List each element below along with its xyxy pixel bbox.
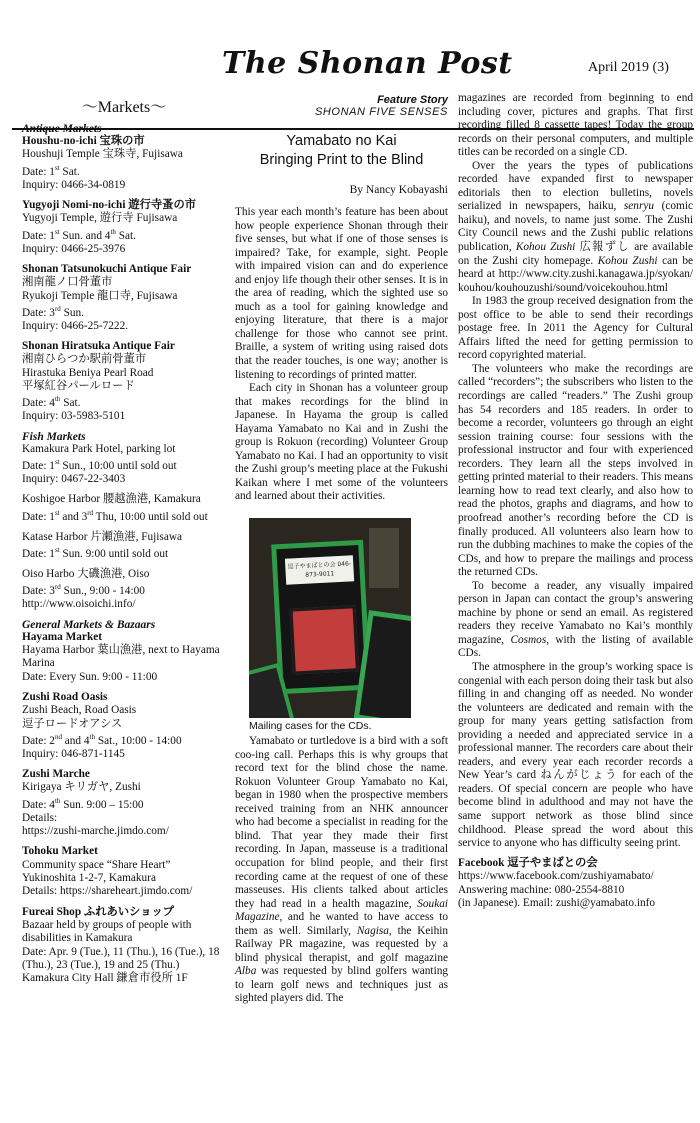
title-line-1: Yamabato no Kai (286, 133, 397, 149)
market-detail: Date: 3rd Sun., 9:00 - 14:00 (22, 583, 145, 598)
market-detail: Date: 1st Sun. and 4th Sat. (22, 227, 136, 242)
market-detail: Ryukoji Temple 龍口寺, Fujisawa (22, 289, 178, 302)
market-detail: Date: Every Sun. 9:00 - 11:00 (22, 670, 158, 683)
general-market-entry (22, 845, 232, 898)
market-detail: Yugyoji Temple, 遊行寺 Fujisawa (22, 212, 178, 225)
paragraph: Over the years the types of publications recorded have expanded first to newspaper editorials then to election bulletins, novels serialized in newspapers, haiku, senryu (comic haiku), and novels, to name just some. The Zushi City Council news and the Zushi public relations publication, Kohou Zushi 広報ずし are available on the Zushi city homepage. Kohou Zushi can be heard at http://www.city.zushi.kanagawa.jp/syokan/kouhou/kouhouzushi/sound/voicekouhou.html (458, 159, 693, 294)
antique-list (22, 135, 232, 424)
contact-block (458, 857, 693, 911)
market-name: Houshu-no-ichi 宝珠の市 (22, 135, 145, 147)
fish-market-entry (22, 531, 232, 561)
paragraph: In 1983 the group received designation from the post office to be able to send their recordings postage free. In 2011 the Agency for Cultural Affairs lifted the need for getting permission to record copyrighted material. (458, 295, 693, 362)
contact-heading: Facebook 逗子やまばとの会 (458, 856, 598, 869)
photo-background (369, 528, 399, 588)
market-name: Zushi Road Oasis (22, 690, 108, 703)
market-detail: Inquiry: 0466-25-3976 (22, 242, 126, 255)
voice-kouhou-link[interactable]: http://www.city.zushi.kanagawa.jp/syokan/kouhou/kouhouzushi/sound/voicekouhou.html (458, 268, 693, 294)
feature-series: SHONAN FIVE SENSES (314, 106, 448, 118)
category-general: General Markets & Bazaars (22, 618, 156, 631)
market-detail: Kirigaya キリガヤ, Zushi (22, 781, 141, 794)
market-detail: Hirastuka Beniya Pearl Road (22, 366, 154, 379)
market-detail: 湘南ひらつか駅前骨董市 (22, 353, 147, 366)
feature-label: Feature Story (377, 94, 448, 106)
market-detail: Date: 1st Sun., 10:00 until sold out (22, 458, 177, 472)
market-link[interactable]: http://www.oisoichi.info/ (22, 598, 136, 611)
paragraph: The atmosphere in the group’s working space is congenial with each person doing their task but also filling in and changing off as needed. No wonder the volunteers are dedicated and remain with the group for many years getting satisfaction from providing a needed and appreciated service in a professional manner. The recorders care about their readers, and every year each recorder records a New Year’s card ねんがじょう for each of the readers. Of special concern are people who have become blind in adulthood and may not have the same support network as those blind since childhood. Please spread the word about this service to anyone who has difficulty seeing print. (458, 660, 693, 850)
article-title (235, 132, 448, 170)
market-name: Yugyoji Nomi-no-ichi 遊行寺蚤の市 (22, 198, 197, 211)
market-detail: Zushi Beach, Road Oasis (22, 704, 137, 717)
market-detail: Date: 3rd Sun. (22, 304, 85, 319)
general-market-entry (22, 768, 232, 838)
market-detail: Date: 1st Sat. (22, 163, 80, 178)
fish-market-entry (22, 493, 232, 523)
market-detail: Date: 1st and 3rd Thu, 10:00 until sold out (22, 508, 208, 523)
paragraph: magazines are recorded from beginning to end including cover, pictures and graphs. That first recording filled 8 cassette tapes! Today the group records on their personal computers, and multiple titles can be recorded on a single CD. (458, 92, 693, 159)
market-detail: Oiso Harbo 大磯漁港, Oiso (22, 568, 150, 581)
masthead (0, 40, 700, 90)
fish-list (22, 443, 232, 612)
market-name: Hayama Market (22, 630, 102, 643)
market-detail: Kamakura Park Hotel, parking lot (22, 442, 176, 455)
market-name: Shonan Tatsunokuchi Antique Fair (22, 262, 192, 275)
general-market-entry (22, 691, 232, 761)
paragraph: Yamabato or turtledove is a bird with a soft coo-ing call. Perhaps this is why groups that record text for the blind chose the name. Rokuon Volunteer Group Yamabato no Kai, began in 1980 when the prospective members received training from an NHK announcer who had become a specialist in reading for the blind. That year they made their first recording. In Japan, masseuse is a traditional occupation for blind people, and their first recording came at the request of one of these masseuses. His clients talked about articles they had read in a health magazine, Soukai Magazine, and he wanted to have access to them as well. Similarly, Nagisa, the Keihin Railway PR magazine, was requested by a blind physical therapist, and golf magazine Alba was requested by blind golfers wanting to learn golf news and techniques just as sighted players did. The (235, 735, 449, 1005)
newspaper-title: The Shonan Post (222, 46, 513, 81)
market-link[interactable]: Details: https://shareheart.jimdo.com/ (22, 885, 193, 898)
paragraph: This year each month’s feature has been about how people experience Shonan through their five senses, but what if one of those senses is impaired? Take, for example, sight. People with impaired vision can and do experience and enjoy life though their other senses. It is in the area of reading, which the sighted use so much as a tool for gaining knowledge and enjoying literature, that there is a major challenge for those who cannot see print. Braille, a system of writing using raised dots that the reader touches, is one way; another is listening to recordings of printed matter. (235, 206, 448, 381)
paragraph: The volunteers who make the recordings are called “recorders”; the subscribers who listen to the recordings are called “readers.” The Zushi group has 54 recorders and 185 readers. In order to become a recorder, volunteers go through an eight session training course: four sessions with the professional instructor and four with experienced recorders. They learn all the steps involved in getting printed material to their readers. This means learning how to read text clearly, and also how to read the photos, graphs and diagrams, and how to proofread another’s recording before the CD is finally produced. All volunteers also learn how to run the dubbing machines to make the copies of the CDs, and how to prepare the mailings and process the returned CDs. (458, 362, 693, 579)
fish-market-entry (22, 443, 232, 487)
contact-phone: Answering machine: 080-2554-8810 (458, 883, 625, 896)
markets-column (22, 92, 232, 992)
market-detail: Date: 4th Sun. 9:00 – 15:00 (22, 796, 144, 811)
antique-market-entry (22, 135, 232, 192)
article-column-1 (235, 92, 448, 1006)
market-detail: Date: Apr. 9 (Tue.), 11 (Thu.), 16 (Tue.), 18 (Thu.), 23 (Tue.), 19 and 25 (Thu.) (22, 945, 220, 971)
market-detail: Date: 4th Sat. (22, 395, 81, 410)
market-detail: Inquiry: 0466-25-7222. (22, 319, 129, 332)
market-detail: Inquiry: 0466-34-0819 (22, 178, 126, 191)
facebook-link[interactable]: https://www.facebook.com/zushiyamabato/ (458, 870, 654, 883)
antique-market-entry (22, 340, 232, 424)
market-detail: Katase Harbor 片瀬漁港, Fujisawa (22, 530, 183, 543)
market-detail: 逗子ロードオアシス (22, 717, 123, 730)
general-market-entry (22, 906, 232, 986)
article-column-2 (458, 92, 693, 911)
general-market-entry (22, 631, 232, 684)
paragraph: To become a reader, any visually impaired person in Japan can contact the group’s answering machine by phone or send an email. As registered readers they receive Yamabato no Kai’s monthly magazine, Cosmos, with the listing of available CDs. (458, 579, 693, 660)
byline: By Nancy Kobayashi (349, 184, 448, 196)
paragraph: Each city in Shonan has a volunteer group that makes recordings for the blind in Japanese. In Hayama the group is called Hayama Yamabato no Kai and in Zushi the group is Rokuon (recording) Volunteer Group Yamabato no Kai. I had an opportunity to visit the Zushi group’s meeting place at the Fukushi Kaikan where I met some of the volunteers and learned about their activities. (235, 382, 448, 503)
market-name: Tohoku Market (22, 845, 98, 858)
markets-heading: 〜Markets〜 (81, 99, 167, 116)
market-detail: Bazaar held by groups of people with disabilities in Kamakura (22, 918, 192, 945)
market-detail: Hayama Harbor 葉山漁港, next to Hayama Marina (22, 644, 220, 670)
case-label: 逗子やまばとの会 046-873-9011 (285, 555, 354, 585)
title-line-2: Bringing Print to the Blind (259, 152, 424, 168)
market-name: Shonan Hiratsuka Antique Fair (22, 340, 175, 353)
market-detail: Details: (22, 811, 58, 824)
mailing-cases-photo (249, 518, 411, 718)
issue-date: April 2019 (3) (588, 60, 669, 75)
market-detail: Inquiry: 046-871-1145 (22, 747, 125, 760)
photo-caption: Mailing cases for the CDs. (249, 720, 372, 733)
market-detail: Koshigoe Harbor 腰越漁港, Kamakura (22, 493, 201, 506)
antique-market-entry (22, 199, 232, 256)
market-detail: Houshuji Temple 宝珠寺, Fujisawa (22, 148, 183, 161)
market-detail: Inquiry: 03-5983-5101 (22, 410, 126, 423)
category-fish: Fish Markets (22, 430, 86, 443)
market-detail: Date: 1st Sun. 9:00 until sold out (22, 546, 169, 560)
antique-market-entry (22, 263, 232, 333)
category-antique: Antique Markets (22, 123, 102, 135)
general-list (22, 631, 232, 986)
mailing-case (271, 540, 371, 695)
case-pocket (290, 605, 359, 674)
market-detail: Kamakura City Hall 鎌倉市役所 1F (22, 972, 188, 985)
market-detail: Date: 2nd and 4th Sat., 10:00 - 14:00 (22, 732, 182, 747)
market-detail: Community space “Share Heart” (22, 858, 171, 871)
market-name: Zushi Marche (22, 768, 90, 781)
market-link[interactable]: https://zushi-marche.jimdo.com/ (22, 825, 169, 838)
market-detail: 湘南龍ノ口骨董市 (22, 276, 113, 289)
market-detail: Inquiry: 0467-22-3403 (22, 473, 126, 486)
market-detail: Yukinoshita 1-2-7, Kamakura (22, 872, 156, 885)
contact-email[interactable]: (in Japanese). Email: zushi@yamabato.info (458, 897, 656, 910)
fish-market-entry (22, 568, 232, 612)
market-name: Fureai Shop ふれあいショップ (22, 905, 175, 918)
market-detail: 平塚紅谷パールロード (22, 380, 135, 393)
